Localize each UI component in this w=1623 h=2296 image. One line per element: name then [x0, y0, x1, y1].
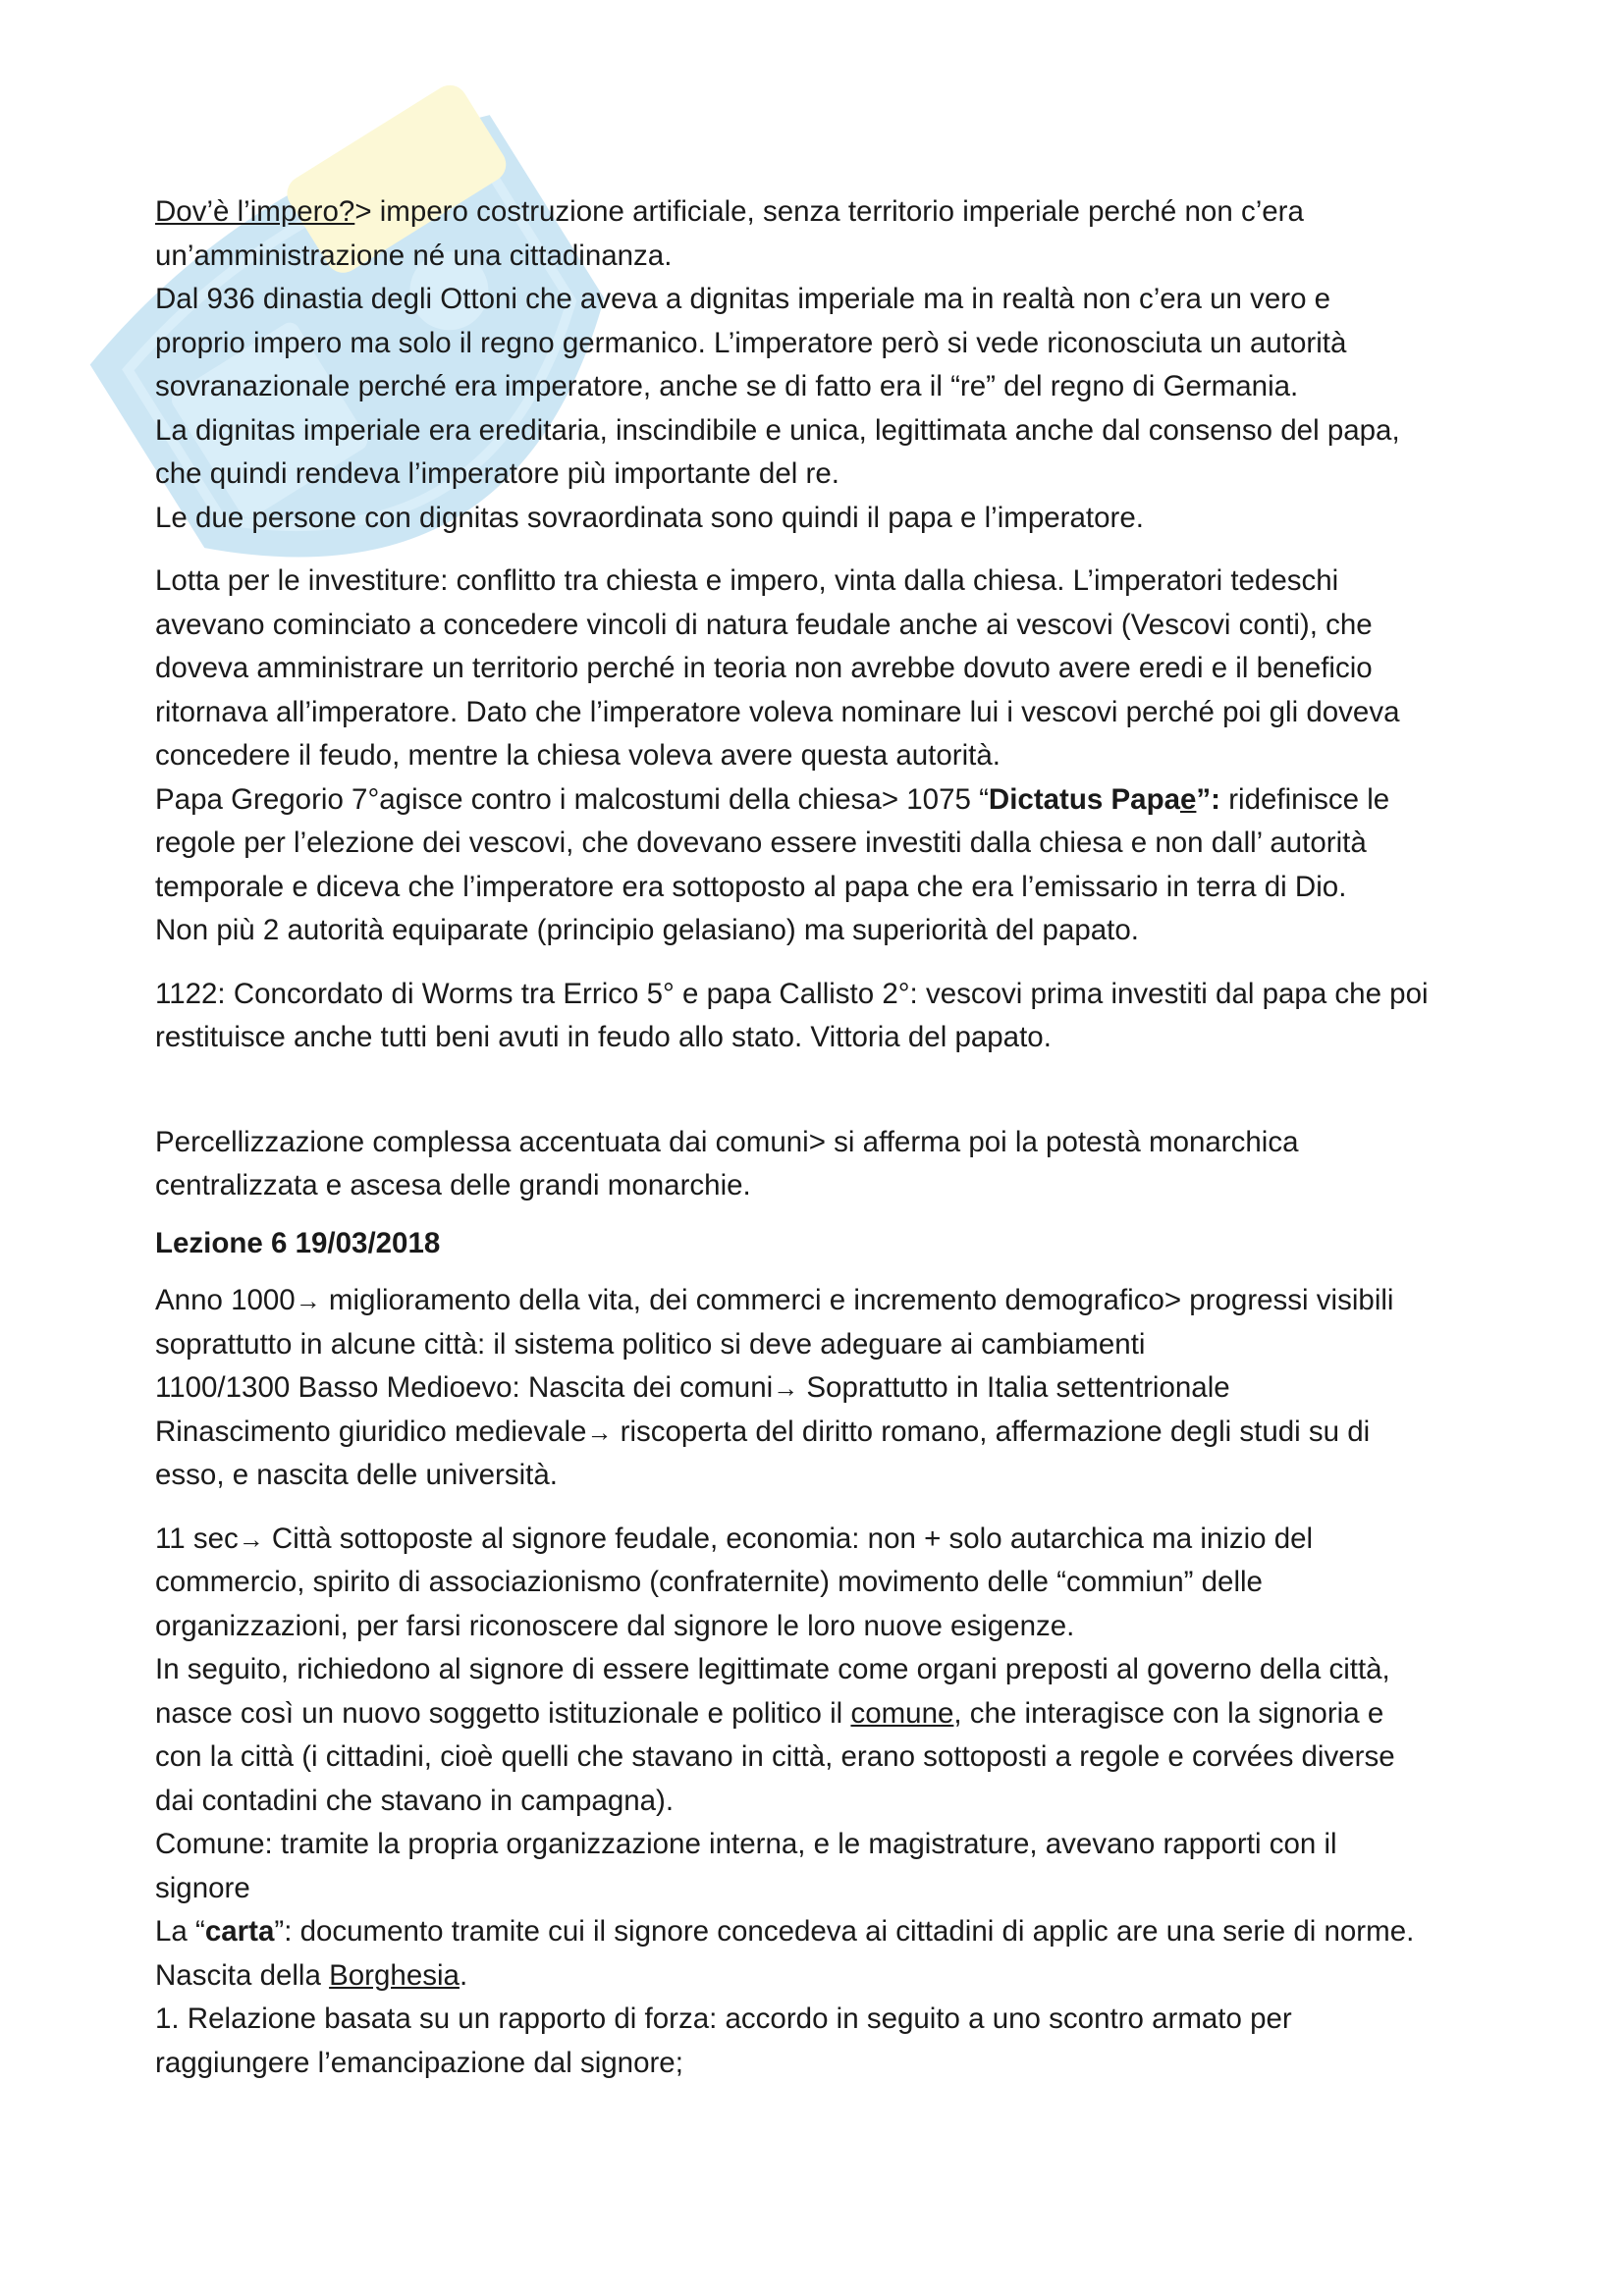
text-line: regole per l’elezione dei vescovi, che dovevano essere investiti dalla chiesa e non dall’ autorità: [155, 827, 1367, 859]
text-line: Dov’è l’impero?> impero costruzione artificiale, senza territorio imperiale perché non c’era: [155, 195, 1304, 228]
text-line: dai contadini che stavano in campagna).: [155, 1784, 675, 1817]
text-line: 11 sec→ Città sottoposte al signore feudale, economia: non + solo autarchica ma inizio del: [155, 1522, 1314, 1555]
text-line: nasce così un nuovo soggetto istituzionale e politico il comune, che interagisce con la signoria e: [155, 1696, 1384, 1730]
text-line: In seguito, richiedono al signore di essere legittimate come organi preposti al governo della città,: [155, 1653, 1390, 1685]
text-line: signore: [155, 1871, 250, 1904]
text-line: commercio, spirito di associazionismo (confraternite) movimento delle “commiun” delle: [155, 1566, 1263, 1598]
text-line: 1. Relazione basata su un rapporto di forza: accordo in seguito a uno scontro armato per: [155, 2002, 1292, 2035]
text-line: un’amministrazione né una cittadinanza.: [155, 239, 673, 272]
text-line: Comune: tramite la propria organizzazione interna, e le magistrature, avevano rapporti con il: [155, 1828, 1337, 1860]
text-line: La dignitas imperiale era ereditaria, inscindibile e unica, legittimata anche dal consenso del papa,: [155, 413, 1400, 447]
text-line: sovranazionale perché era imperatore, anche se di fatto era il “re” del regno di Germania.: [155, 370, 1299, 402]
carta-term: carta: [204, 1915, 275, 1948]
dictatus-papae-title: Dictatus Papa: [988, 782, 1180, 816]
text-line: Percellizzazione complessa accentuata dai comuni> si afferma poi la potestà monarchica: [155, 1125, 1299, 1158]
text-line: esso, e nascita delle università.: [155, 1459, 558, 1491]
document-page: [155, 190, 1490, 2085]
text-line: che quindi rendeva l’imperatore più importante del re.: [155, 457, 839, 490]
text-line: Rinascimento giuridico medievale→ riscoperta del diritto romano, affermazione degli studi su di: [155, 1415, 1371, 1448]
lesson-heading: Lezione 6 19/03/2018: [155, 1226, 441, 1259]
text-line: restituisce anche tutti beni avuti in feudo allo stato. Vittoria del papato.: [155, 1021, 1052, 1053]
text-line: Papa Gregorio 7°agisce contro i malcostumi della chiesa> 1075 “Dictatus Papae”: ridefinisce le: [155, 782, 1390, 816]
text-line: soprattutto in alcune città: il sistema politico si deve adeguare ai cambiamenti: [155, 1327, 1146, 1361]
text-line: avevano cominciato a concedere vincoli di natura feudale anche ai vescovi (Vescovi conti), che: [155, 608, 1373, 641]
text-line: temporale e diceva che l’imperatore era sottoposto al papa che era l’emissario in terra di Dio.: [155, 870, 1347, 903]
text-line: concedere il feudo, mentre la chiesa voleva avere questa autorità.: [155, 739, 1001, 772]
text-line: Anno 1000→ miglioramento della vita, dei commerci e incremento demografico> progressi visibili: [155, 1284, 1394, 1316]
text-line: proprio impero ma solo il regno germanico. L’imperatore però si vede riconosciuta un autorità: [155, 326, 1347, 359]
text-line: Le due persone con dignitas sovraordinata sono quindi il papa e l’imperatore.: [155, 501, 1144, 534]
text-line: 1122: Concordato di Worms tra Errico 5° e papa Callisto 2°: vescovi prima investiti dal papa che poi: [155, 977, 1429, 1010]
right-arrow-icon: →: [238, 1523, 264, 1554]
right-arrow-icon: →: [773, 1373, 799, 1403]
text-line: centralizzata e ascesa delle grandi monarchie.: [155, 1169, 751, 1201]
text-line: Nascita della Borghesia.: [155, 1958, 468, 1992]
text-line: raggiungere l’emancipazione dal signore;: [155, 2046, 683, 2079]
right-arrow-icon: →: [586, 1416, 613, 1447]
text-line: Dal 936 dinastia degli Ottoni che aveva a dignitas imperiale ma in realtà non c’era un vero e: [155, 283, 1331, 315]
underlined-question: Dov’è l’impero?: [155, 195, 355, 228]
text-line: ritornava all’imperatore. Dato che l’imperatore voleva nominare lui i vescovi perché poi gli doveva: [155, 695, 1400, 728]
text-line: organizzazioni, per farsi riconoscere dal signore le loro nuove esigenze.: [155, 1609, 1075, 1642]
text-line: 1100/1300 Basso Medioevo: Nascita dei comuni→ Soprattutto in Italia settentrionale: [155, 1371, 1230, 1404]
text-line: con la città (i cittadini, cioè quelli che stavano in città, erano sottoposti a regole e corvées diverse: [155, 1740, 1395, 1773]
right-arrow-icon: →: [295, 1286, 321, 1315]
text-line: Lotta per le investiture: conflitto tra chiesta e impero, vinta dalla chiesa. L’imperatori tedeschi: [155, 564, 1339, 597]
text-line: Non più 2 autorità equiparate (principio gelasiano) ma superiorità del papato.: [155, 914, 1139, 946]
comune-term: comune: [850, 1696, 954, 1730]
text-line: doveva amministrare un territorio perché in teoria non avrebbe dovuto avere eredi e il beneficio: [155, 652, 1373, 684]
text-line: La “carta”: documento tramite cui il signore concedeva ai cittadini di applic are una serie di norme.: [155, 1915, 1415, 1948]
borghesia-term: Borghesia: [329, 1958, 460, 1992]
